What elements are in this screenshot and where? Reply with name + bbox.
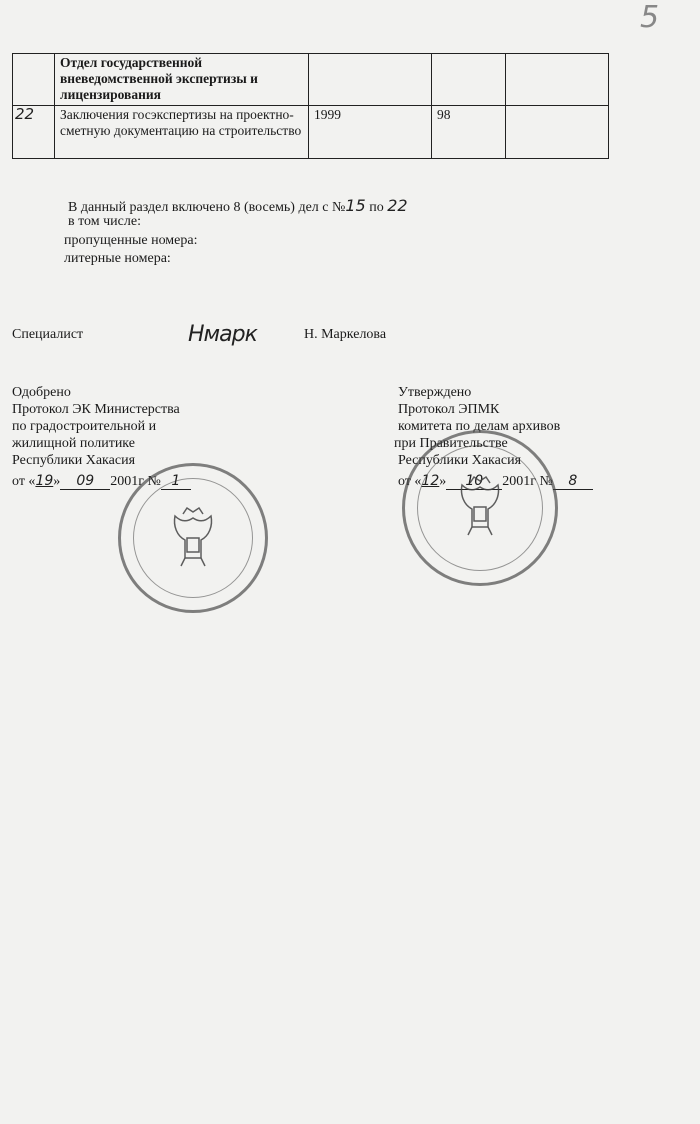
confirmed-line-1: Протокол ЭПМК bbox=[398, 402, 500, 417]
summary-line-1: В данный раздел включено 8 (восемь) дел с №15 по 22 bbox=[68, 196, 408, 215]
official-seal-left bbox=[118, 463, 268, 613]
approved-line-4: Республики Хакасия bbox=[12, 453, 136, 468]
table-section-row bbox=[13, 54, 609, 106]
confirmed-title: Утверждено bbox=[398, 385, 472, 400]
summary-line-4: литерные номера: bbox=[64, 251, 171, 266]
to-number: 22 bbox=[387, 196, 408, 215]
official-seal-right bbox=[402, 430, 558, 586]
approved-line-3: жилищной политике bbox=[12, 436, 135, 451]
row-pages: 98 bbox=[432, 106, 506, 159]
coat-of-arms-icon bbox=[121, 466, 265, 610]
row-title: Заключения госэкспертизы на проектно-сметную документацию на строительство bbox=[55, 106, 309, 159]
summary-line-2: в том числе: bbox=[68, 214, 141, 229]
table-row bbox=[13, 106, 609, 159]
approved-line-2: по градостроительной и bbox=[12, 419, 157, 434]
signature: Нмарк bbox=[188, 322, 257, 347]
confirmed-date: от «12» 10 2001г № 8 bbox=[398, 473, 593, 490]
signer-role: Специалист bbox=[12, 327, 84, 342]
confirmed-line-2: комитета по делам архивов bbox=[398, 419, 561, 434]
page-number: 5 bbox=[640, 0, 660, 35]
inventory-table bbox=[12, 53, 609, 159]
signer-name: Н. Маркелова bbox=[304, 327, 387, 342]
section-header: Отдел государственной вневедомственной экспертизы и лицензирования bbox=[55, 54, 309, 106]
confirmed-line-4: Республики Хакасия bbox=[398, 453, 522, 468]
confirmed-line-3: при Правительстве bbox=[394, 436, 508, 451]
from-number: 15 bbox=[345, 196, 366, 215]
approved-title: Одобрено bbox=[12, 385, 71, 400]
row-year: 1999 bbox=[309, 106, 432, 159]
summary-line-3: пропущенные номера: bbox=[64, 233, 198, 248]
row-number: 22 bbox=[13, 106, 55, 159]
coat-of-arms-icon bbox=[405, 433, 555, 583]
approved-line-1: Протокол ЭК Министерства bbox=[12, 402, 180, 417]
approved-date: от «19» 09 2001г № 1 bbox=[12, 473, 191, 490]
row-note bbox=[506, 106, 609, 159]
